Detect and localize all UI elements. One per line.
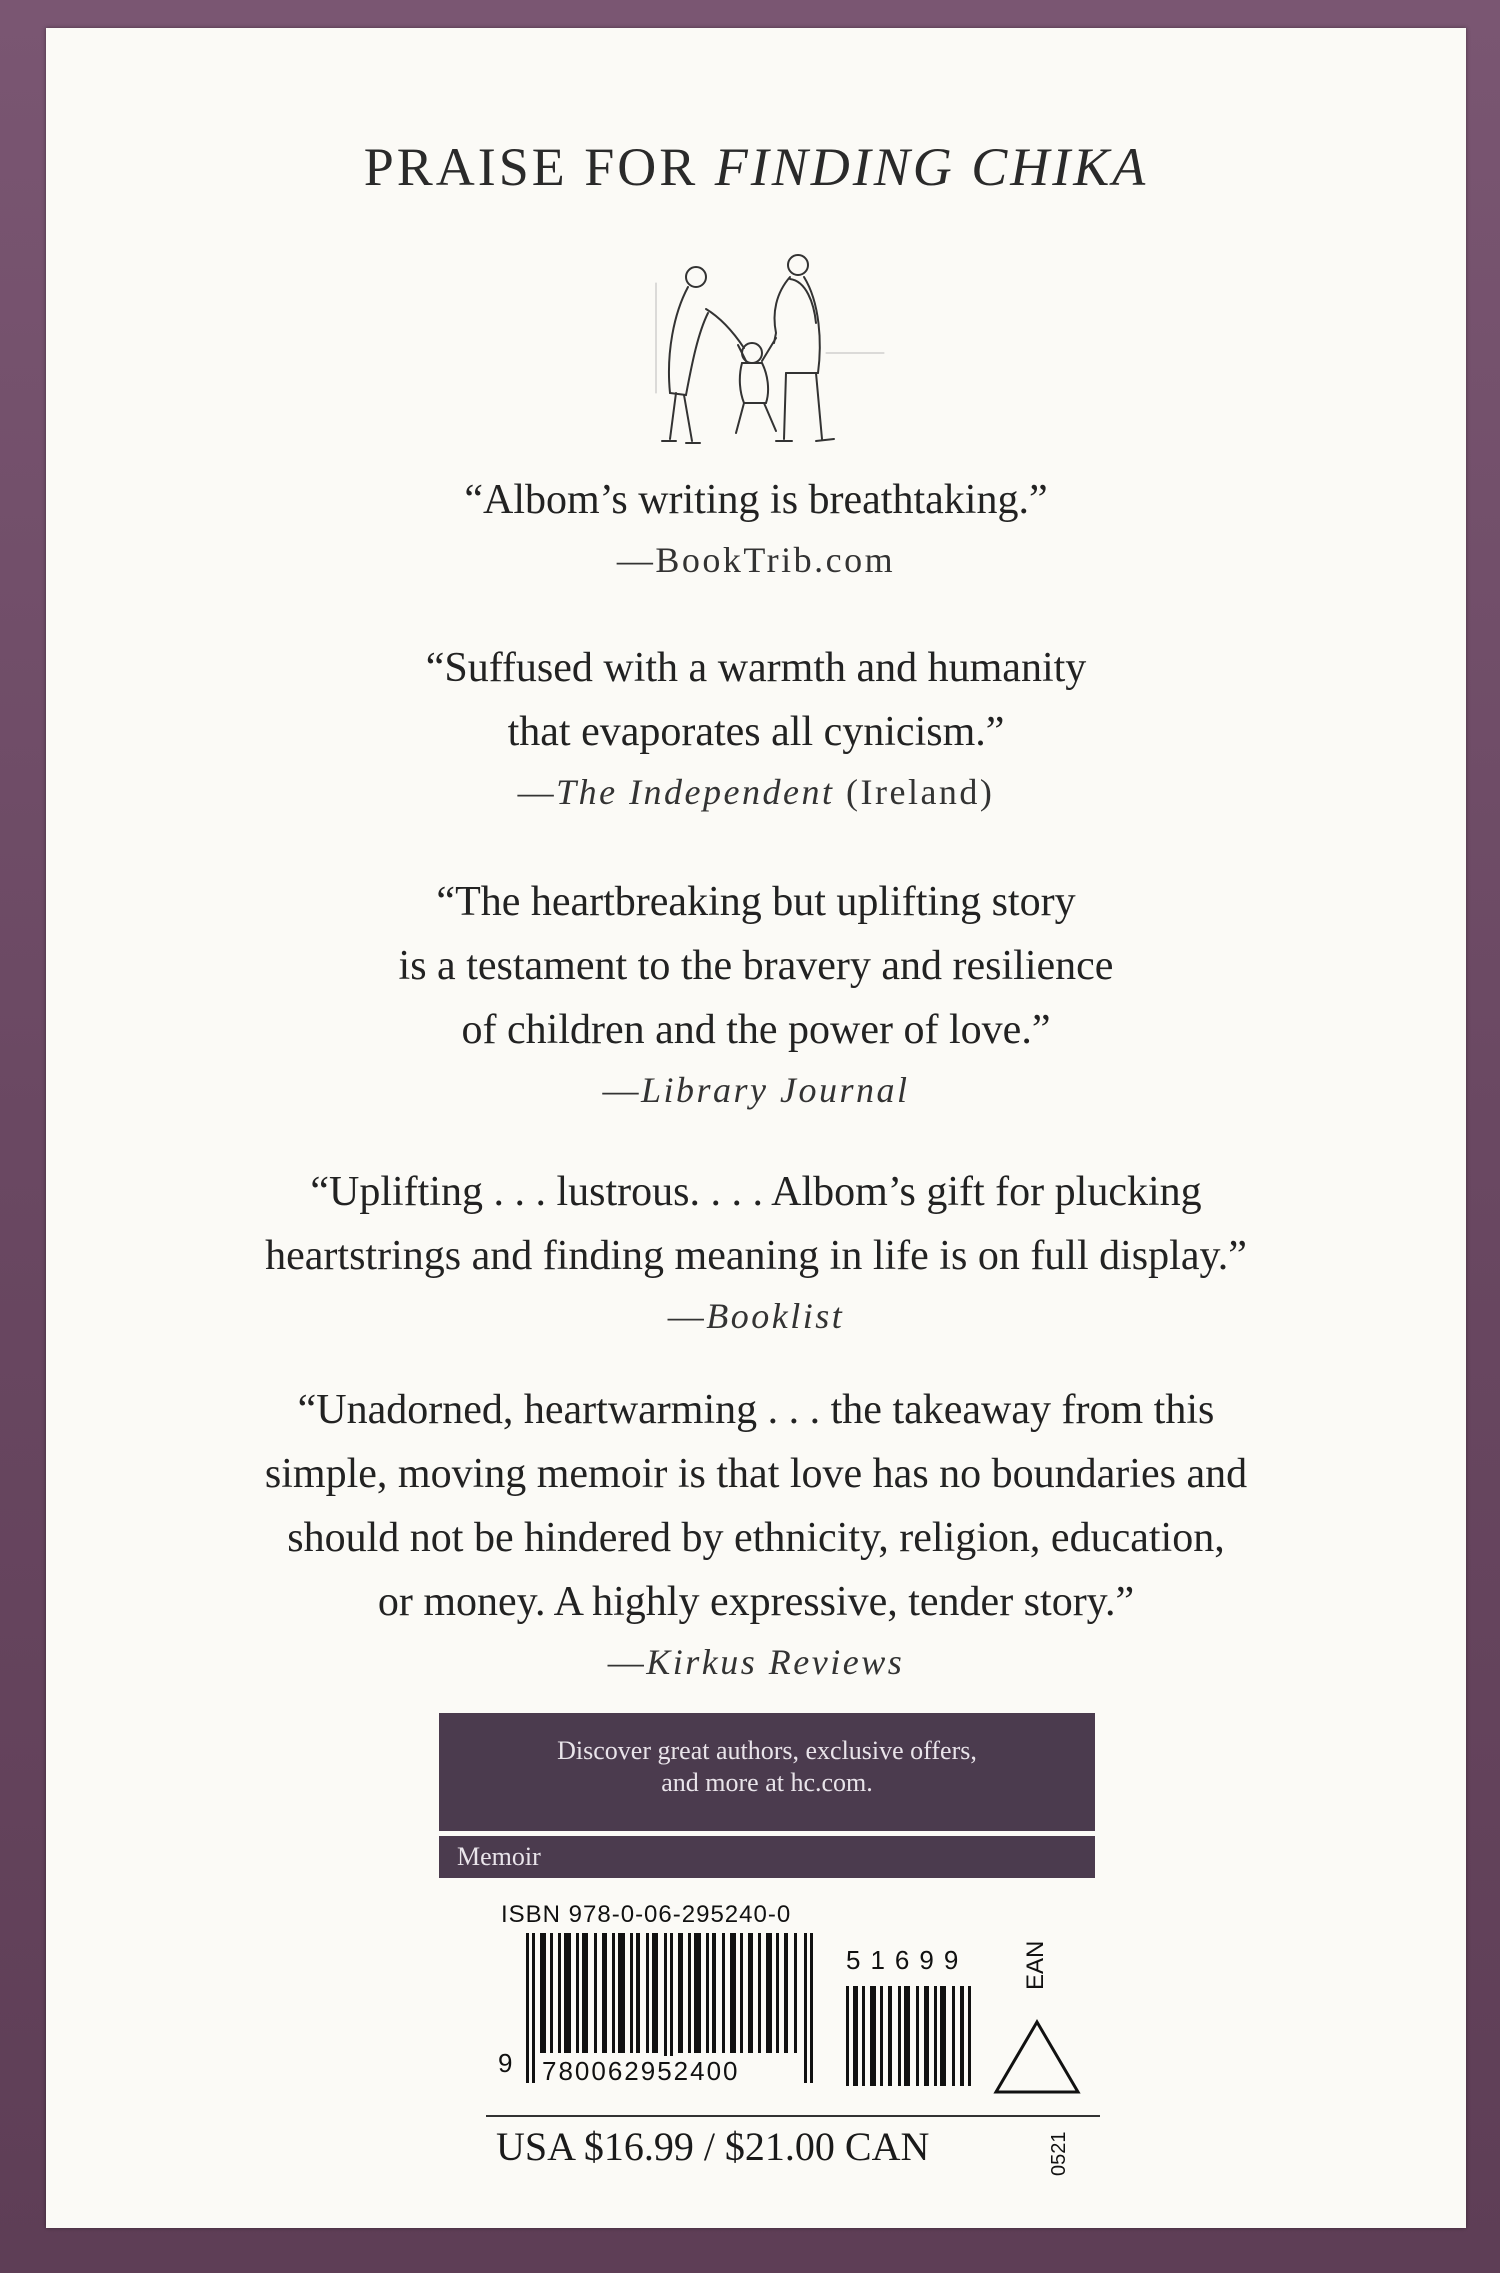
praise-heading xyxy=(46,136,1466,198)
price-rule xyxy=(486,2115,1100,2117)
quote-3 xyxy=(46,870,1466,1118)
publisher-triangle-icon xyxy=(992,2018,1082,2098)
barcode-addon-digits: 51699 xyxy=(846,1945,969,1975)
quote-5-attribution: —Kirkus Reviews xyxy=(607,1642,905,1682)
print-code: 0521 xyxy=(1048,2131,1070,2176)
promo-line-2: and more at hc.com. xyxy=(661,1768,873,1797)
quote-3-attribution: —Library Journal xyxy=(602,1070,910,1110)
quote-1-line-1: “Albom’s writing is breathtaking.” xyxy=(464,477,1048,523)
barcode-lead-digit: 9 xyxy=(498,2048,515,2078)
quote-3-source: Library Journal xyxy=(640,1070,910,1110)
quote-5 xyxy=(46,1378,1466,1690)
isbn-label: ISBN 978-0-06-295240-0 xyxy=(501,1901,792,1928)
quote-2-line-2: that evaporates all cynicism.” xyxy=(507,709,1005,755)
quote-2-line-1: “Suffused with a warmth and humanity xyxy=(425,645,1087,691)
ean-label: EAN xyxy=(1022,1940,1049,1990)
quote-3-line-2: is a testament to the bravery and resilience xyxy=(398,943,1114,989)
price-label: USA $16.99 / $21.00 CAN xyxy=(496,2124,930,2169)
quote-5-line-2: simple, moving memoir is that love has no boundaries and xyxy=(264,1451,1248,1497)
barcode-addon-icon xyxy=(844,1986,976,2086)
quote-4-line-1: “Uplifting . . . lustrous. . . . Albom’s gift for plucking xyxy=(310,1169,1202,1215)
barcode-digits: 780062952400 xyxy=(538,2056,744,2087)
quote-1 xyxy=(46,468,1466,588)
heading-book-title: FINDING CHIKA xyxy=(714,137,1149,197)
quote-5-line-1: “Unadorned, heartwarming . . . the takeaway from this xyxy=(297,1387,1215,1433)
quote-3-line-3: of children and the power of love.” xyxy=(461,1007,1051,1053)
quote-5-source: Kirkus Reviews xyxy=(646,1642,905,1682)
quote-2-source: The Independent xyxy=(556,772,835,812)
quote-4-source: Booklist xyxy=(706,1296,845,1336)
quote-2-attribution: —The Independent (Ireland) xyxy=(517,772,995,812)
family-illustration-icon xyxy=(626,243,886,453)
category-label: Memoir xyxy=(439,1836,1095,1878)
heading-prefix: PRAISE FOR xyxy=(363,137,715,197)
quote-2-suffix: (Ireland) xyxy=(834,772,995,812)
quote-1-attribution: —BookTrib.com xyxy=(616,540,896,580)
quote-2 xyxy=(46,636,1466,820)
promo-box xyxy=(439,1713,1095,1831)
quote-4-attribution: —Booklist xyxy=(667,1296,845,1336)
quote-4 xyxy=(46,1160,1466,1344)
quote-3-line-1: “The heartbreaking but uplifting story xyxy=(436,879,1076,925)
quote-4-line-2: heartstrings and finding meaning in life is on full display.” xyxy=(265,1233,1247,1279)
quote-5-line-4: or money. A highly expressive, tender story.” xyxy=(377,1579,1135,1625)
quote-5-line-3: should not be hindered by ethnicity, religion, education, xyxy=(287,1515,1225,1561)
promo-line-1: Discover great authors, exclusive offers, xyxy=(557,1736,977,1765)
quote-1-source: BookTrib.com xyxy=(655,540,896,580)
back-cover-page xyxy=(46,28,1466,2228)
